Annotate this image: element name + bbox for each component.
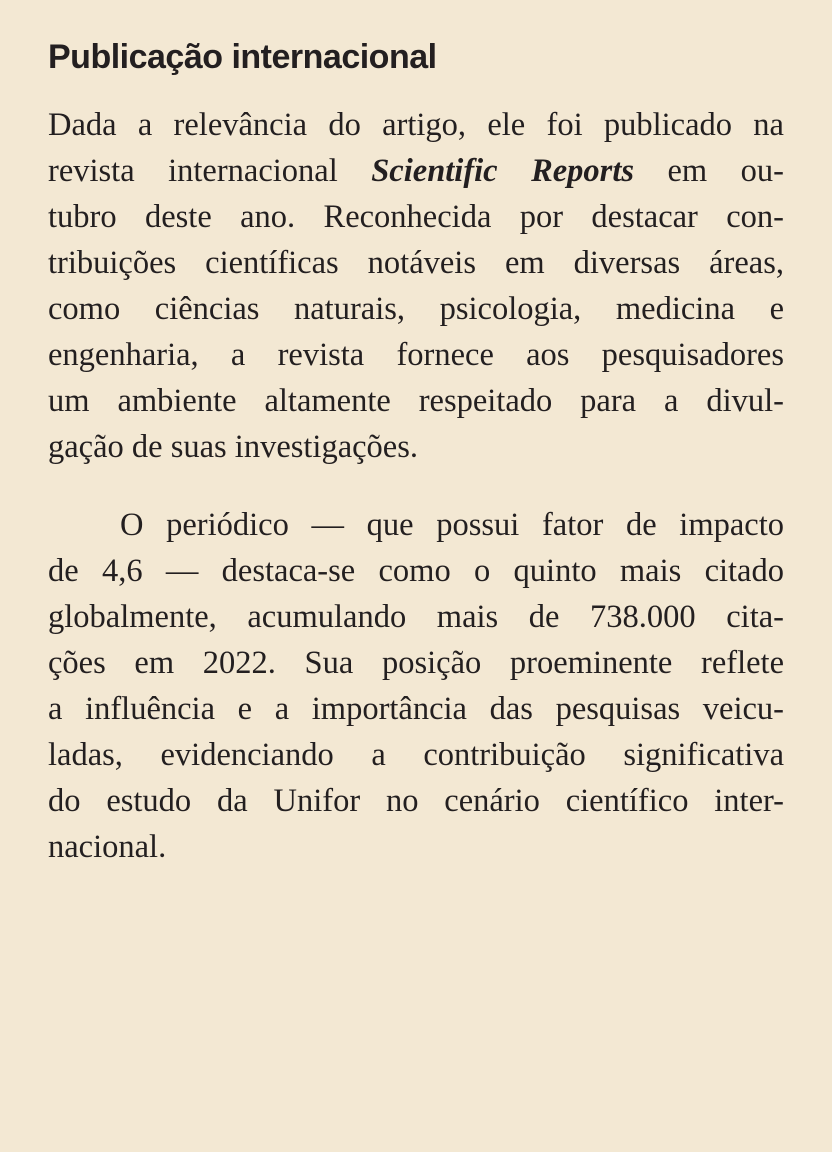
text-segment: em ou-	[634, 153, 784, 189]
text-line: do estudo da Unifor no cenário científico inter-	[48, 783, 784, 819]
text-line: gação de suas investigações.	[48, 429, 419, 465]
text-line: de 4,6 — destaca-se como o quinto mais citado	[48, 553, 784, 589]
text-line: engenharia, a revista fornece aos pesquisadores	[48, 337, 784, 373]
text-line: como ciências naturais, psicologia, medicina e	[48, 291, 784, 327]
text-line: tubro deste ano. Reconhecida por destacar con-	[48, 199, 784, 235]
text-line: globalmente, acumulando mais de 738.000 cita-	[48, 599, 784, 635]
paragraph-impact	[48, 502, 784, 870]
text-line	[48, 148, 784, 194]
journal-name: Scientific Reports	[371, 153, 635, 189]
text-line: ladas, evidenciando a contribuição significativa	[48, 737, 784, 773]
text-line: O periódico — que possui fator de impacto	[120, 507, 784, 543]
text-line: a influência e a importância das pesquisas veicu-	[48, 691, 784, 727]
text-line: tribuições científicas notáveis em diversas áreas,	[48, 245, 784, 281]
text-line: um ambiente altamente respeitado para a divul-	[48, 383, 784, 419]
text-segment: revista internacional	[48, 153, 372, 189]
text-line: ções em 2022. Sua posição proeminente reflete	[48, 645, 784, 681]
paragraph-publication	[48, 102, 784, 470]
text-line: Dada a relevância do artigo, ele foi publicado na	[48, 107, 784, 143]
section-heading: Publicação internacional	[48, 38, 437, 76]
text-line: nacional.	[48, 829, 167, 865]
